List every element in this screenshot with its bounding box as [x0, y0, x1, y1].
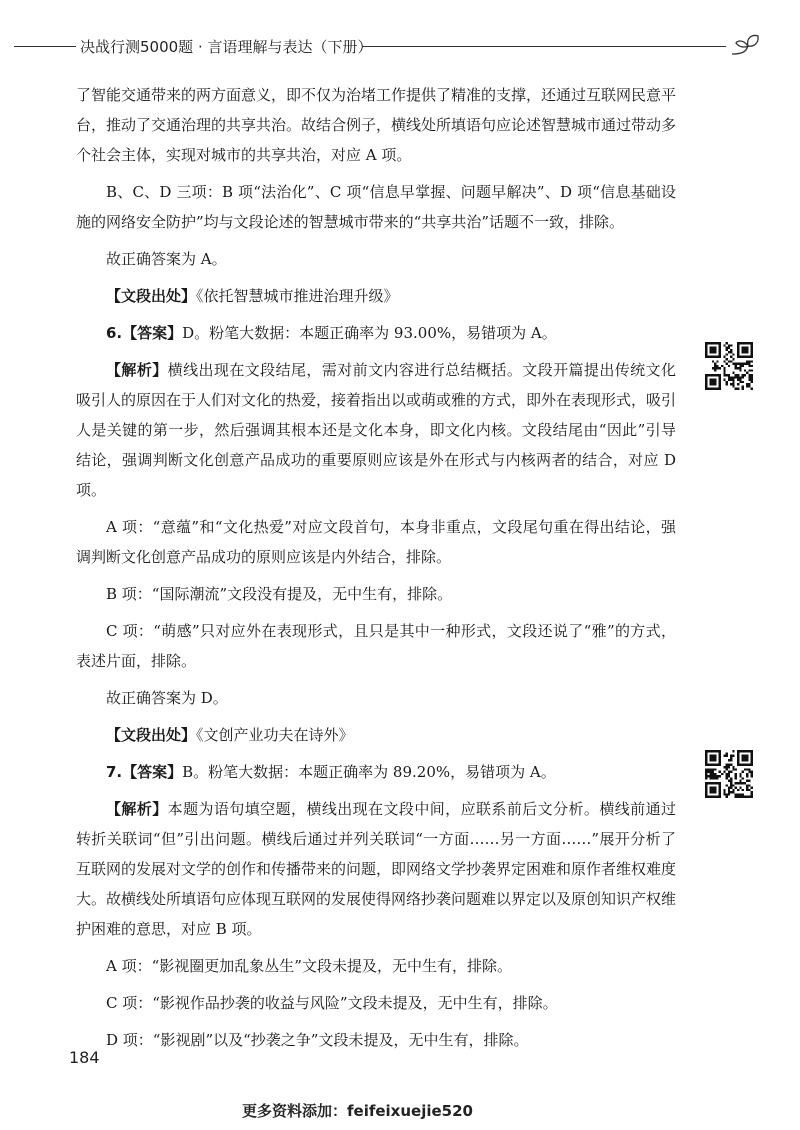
- paragraph: [76, 616, 676, 676]
- paragraph: [76, 177, 676, 237]
- section-tag: 6.【答案】: [106, 324, 183, 342]
- page-number: 184: [69, 1048, 100, 1067]
- paragraph-text: D 项：“影视剧”以及“抄袭之争”文段未提及，无中生有，排除。: [106, 1031, 529, 1049]
- paragraph-text: C 项：“影视作品抄袭的收益与风险”文段未提及，无中生有，排除。: [106, 994, 558, 1012]
- paragraph: [76, 579, 676, 609]
- book-title: 决战行测5000题 · 言语理解与表达（下册）: [80, 38, 373, 56]
- header-rule-right: [362, 46, 726, 47]
- paragraph-text: 故正确答案为 D。: [106, 689, 228, 707]
- paragraph-text: B 项：“国际潮流”文段没有提及，无中生有，排除。: [106, 585, 453, 603]
- paragraph-text: D。粉笔大数据：本题正确率为 93.00%，易错项为 A。: [182, 324, 557, 342]
- paragraph: [76, 80, 676, 170]
- paragraph: [76, 1025, 676, 1055]
- sprout-icon: [728, 32, 764, 62]
- paragraph: [76, 512, 676, 572]
- paragraph: [76, 720, 676, 750]
- paragraph-text: 《依托智慧城市推进治理升级》: [196, 287, 399, 305]
- paragraph: [76, 244, 676, 274]
- paragraph-text: B、C、D 三项：B 项“法治化”、C 项“信息早掌握、问题早解决”、D 项“信息基础设施的网络安全防护”均与文段论述的智慧城市带来的“共享共治”话题不一致，排除。: [76, 183, 676, 231]
- paragraph: [76, 757, 676, 787]
- paragraph-text: 《文创产业功夫在诗外》: [196, 726, 354, 744]
- paragraph: [76, 794, 676, 944]
- paragraph-text: B。粉笔大数据：本题正确率为 89.20%，易错项为 A。: [182, 763, 556, 781]
- section-tag: 7.【答案】: [106, 763, 183, 781]
- section-tag: 【文段出处】: [106, 287, 197, 305]
- paragraph: [76, 951, 676, 981]
- section-tag: 【解析】: [106, 800, 168, 818]
- paragraph-text: 了智能交通带来的两方面意义，即不仅为治堵工作提供了精准的支撑，还通过互联网民意平台，推动了交通治理的共享共治。故结合例子，横线处所填语句应论述智慧城市通过带动多个社会主体，实现对城市的共享共治，对应 A 项。: [76, 86, 677, 164]
- paragraph: [76, 281, 676, 311]
- paragraph-text: 横线出现在文段结尾，需对前文内容进行总结概括。文段开篇提出传统文化吸引人的原因在于人们对文化的热爱，接着指出以或萌或雅的方式，即外在表现形式，吸引人是关键的第一步，然后强调其根本还是文化本身，即文化内核。文段结尾由“因此”引导结论，强调判断文化创意产品成功的重要原则应该是外在形式与内核两者的结合，对应 D 项。: [76, 361, 677, 499]
- qr-code-icon[interactable]: [705, 342, 753, 390]
- section-tag: 【文段出处】: [106, 726, 197, 744]
- paragraph: [76, 355, 676, 505]
- paragraph-text: A 项：“影视圈更加乱象丛生”文段未提及，无中生有，排除。: [106, 957, 512, 975]
- paragraph-text: C 项：“萌感”只对应外在表现形式，且只是其中一种形式，文段还说了“雅”的方式，表述片面，排除。: [76, 622, 676, 670]
- footer-note: 更多资料添加：feifeixuejie520: [242, 1102, 473, 1120]
- paragraph-text: 故正确答案为 A。: [106, 250, 227, 268]
- page-body: [76, 80, 676, 1062]
- paragraph: [76, 988, 676, 1018]
- paragraph-text: A 项：“意蕴”和“文化热爱”对应文段首句，本身非重点，文段尾句重在得出结论，强调判断文化创意产品成功的原则应该是内外结合，排除。: [76, 518, 676, 566]
- qr-code-icon[interactable]: [705, 750, 753, 798]
- section-tag: 【解析】: [106, 361, 168, 379]
- paragraph-text: 本题为语句填空题，横线出现在文段中间，应联系前后文分析。横线前通过转折关联词“但”引出问题。横线后通过并列关联词“一方面……另一方面……”展开分析了互联网的发展对文学的创作和传播带来的问题，即网络文学抄袭界定困难和原作者维权难度大。故横线处所填语句应体现互联网的发展使得网络抄袭问题难以界定以及原创知识产权维护困难的意思，对应 B 项。: [76, 800, 677, 938]
- header-rule-left: [14, 46, 76, 47]
- paragraph: [76, 683, 676, 713]
- running-header: [0, 32, 800, 62]
- paragraph: [76, 318, 676, 348]
